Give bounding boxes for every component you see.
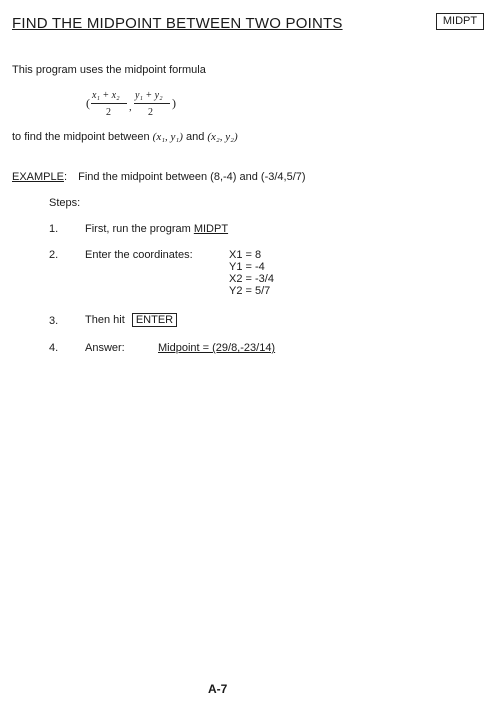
point-1: (x₁, y₁) <box>152 131 183 143</box>
steps-label: Steps: <box>49 197 81 209</box>
answer-text: Midpoint = (29/8,-23/14) <box>158 342 276 354</box>
midpoint-formula <box>86 88 182 122</box>
example-line <box>12 171 306 183</box>
step-1-number: 1. <box>49 223 59 235</box>
example-colon: : <box>63 171 68 183</box>
step-1-prefix: First, run the program <box>85 223 191 235</box>
formula-comma: , <box>129 101 132 113</box>
step-4-label: Answer: <box>85 342 125 354</box>
program-badge: MIDPT <box>436 13 484 30</box>
step-4-number: 4. <box>49 342 59 354</box>
step-3-text <box>85 314 177 326</box>
step-1-text <box>85 223 228 235</box>
formula-denominator-y: 2 <box>148 107 153 118</box>
find-text: to find the midpoint between <box>12 131 150 143</box>
coord-y1: Y1 = -4 <box>229 261 265 273</box>
coordinates-list <box>229 249 274 297</box>
intro-text: This program uses the midpoint formula <box>12 64 206 76</box>
formula-close-paren: ) <box>172 96 176 110</box>
formula-fraction-bar-x <box>91 103 127 104</box>
page-title: FIND THE MIDPOINT BETWEEN TWO POINTS <box>12 15 343 32</box>
example-label: EXAMPLE <box>12 171 64 183</box>
coord-x2: X2 = -3/4 <box>229 273 274 285</box>
step-3-number: 3. <box>49 315 59 327</box>
page-number: A-7 <box>208 682 228 696</box>
enter-key: ENTER <box>132 313 177 327</box>
coord-y2: Y2 = 5/7 <box>229 285 271 297</box>
formula-numerator-x: x₁ + x₂ <box>92 90 120 101</box>
step-2-text: Enter the coordinates: <box>85 249 193 261</box>
find-midpoint-line <box>12 131 238 143</box>
and-text: and <box>185 131 205 143</box>
step-2-number: 2. <box>49 249 59 261</box>
formula-denominator-x: 2 <box>106 107 111 118</box>
point-2: (x₂, y₂) <box>207 131 238 143</box>
program-name: MIDPT <box>193 223 229 235</box>
step-3-label: Then hit <box>85 314 125 326</box>
formula-open-paren: ( <box>86 96 90 110</box>
example-text: Find the midpoint between (8,-4) and (-3/4,5/7) <box>78 171 306 183</box>
formula-fraction-bar-y <box>134 103 170 104</box>
coord-x1: X1 = 8 <box>229 249 262 261</box>
formula-numerator-y: y₁ + y₂ <box>135 90 163 101</box>
